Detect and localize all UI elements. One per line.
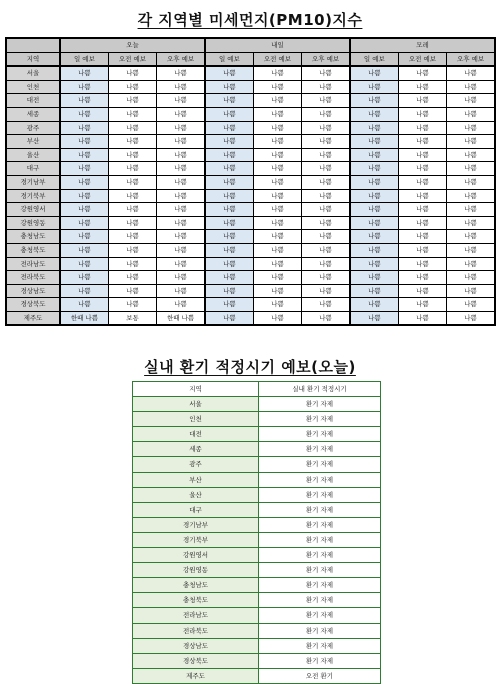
forecast-cell: 나쁨 bbox=[205, 80, 253, 94]
vent-value-cell: 환기 자제 bbox=[259, 593, 381, 608]
forecast-cell: 나쁨 bbox=[157, 80, 205, 94]
forecast-cell: 나쁨 bbox=[108, 80, 156, 94]
forecast-cell: 나쁨 bbox=[350, 311, 398, 325]
forecast-cell: 나쁨 bbox=[108, 298, 156, 312]
region-cell: 대구 bbox=[6, 162, 60, 176]
forecast-cell: 나쁨 bbox=[60, 121, 108, 135]
table-row bbox=[133, 608, 381, 623]
vent-region-cell: 울산 bbox=[133, 487, 259, 502]
table-row bbox=[6, 107, 495, 121]
region-cell: 세종 bbox=[6, 107, 60, 121]
forecast-cell: 나쁨 bbox=[350, 121, 398, 135]
forecast-cell: 나쁨 bbox=[205, 121, 253, 135]
forecast-cell: 나쁨 bbox=[253, 230, 301, 244]
forecast-cell: 나쁨 bbox=[157, 94, 205, 108]
forecast-cell: 나쁨 bbox=[157, 216, 205, 230]
forecast-cell: 나쁨 bbox=[398, 162, 446, 176]
forecast-cell: 나쁨 bbox=[157, 298, 205, 312]
region-cell: 충청남도 bbox=[6, 230, 60, 244]
region-cell: 경상남도 bbox=[6, 284, 60, 298]
forecast-cell: 나쁨 bbox=[205, 107, 253, 121]
slot-header: 오전 예보 bbox=[398, 52, 446, 66]
forecast-cell: 나쁨 bbox=[157, 284, 205, 298]
forecast-cell: 나쁨 bbox=[398, 107, 446, 121]
forecast-cell: 나쁨 bbox=[350, 107, 398, 121]
forecast-cell: 나쁨 bbox=[350, 189, 398, 203]
forecast-cell: 나쁨 bbox=[302, 135, 350, 149]
forecast-cell: 나쁨 bbox=[398, 257, 446, 271]
forecast-cell: 나쁨 bbox=[398, 203, 446, 217]
table-row bbox=[6, 203, 495, 217]
vent-value-cell: 환기 자제 bbox=[259, 442, 381, 457]
forecast-cell: 나쁨 bbox=[157, 135, 205, 149]
forecast-cell: 나쁨 bbox=[302, 298, 350, 312]
forecast-cell: 나쁨 bbox=[398, 216, 446, 230]
forecast-cell: 나쁨 bbox=[302, 243, 350, 257]
forecast-cell: 나쁨 bbox=[398, 94, 446, 108]
table-row bbox=[6, 148, 495, 162]
table-row bbox=[6, 175, 495, 189]
forecast-cell: 나쁨 bbox=[205, 162, 253, 176]
forecast-cell: 나쁨 bbox=[60, 298, 108, 312]
forecast-cell: 나쁨 bbox=[60, 257, 108, 271]
forecast-cell: 나쁨 bbox=[350, 284, 398, 298]
forecast-cell: 나쁨 bbox=[350, 66, 398, 80]
table-row bbox=[6, 271, 495, 285]
vent-value-header: 실내 환기 적정시기 bbox=[259, 382, 381, 397]
day-header-today: 오늘 bbox=[60, 38, 205, 52]
pm10-table bbox=[5, 37, 496, 326]
forecast-cell: 나쁨 bbox=[108, 243, 156, 257]
vent-value-cell: 환기 자제 bbox=[259, 412, 381, 427]
vent-value-cell: 환기 자제 bbox=[259, 472, 381, 487]
table-row bbox=[133, 638, 381, 653]
table-row bbox=[6, 216, 495, 230]
table-row bbox=[6, 80, 495, 94]
forecast-cell: 나쁨 bbox=[157, 189, 205, 203]
forecast-cell: 나쁨 bbox=[157, 271, 205, 285]
slot-header: 일 예보 bbox=[350, 52, 398, 66]
table-row bbox=[6, 298, 495, 312]
table-row bbox=[133, 593, 381, 608]
forecast-cell: 나쁨 bbox=[253, 148, 301, 162]
vent-region-cell: 경기북부 bbox=[133, 532, 259, 547]
vent-region-cell: 강원영동 bbox=[133, 563, 259, 578]
forecast-cell: 나쁨 bbox=[205, 298, 253, 312]
forecast-cell: 나쁨 bbox=[350, 80, 398, 94]
forecast-cell: 나쁨 bbox=[447, 148, 495, 162]
forecast-cell: 나쁨 bbox=[157, 257, 205, 271]
forecast-cell: 나쁨 bbox=[302, 66, 350, 80]
table-row bbox=[133, 502, 381, 517]
forecast-cell: 나쁨 bbox=[60, 203, 108, 217]
vent-region-cell: 충청남도 bbox=[133, 578, 259, 593]
table-row bbox=[6, 311, 495, 325]
forecast-cell: 나쁨 bbox=[60, 94, 108, 108]
forecast-cell: 나쁨 bbox=[447, 94, 495, 108]
forecast-cell: 나쁨 bbox=[60, 284, 108, 298]
forecast-cell: 나쁨 bbox=[447, 243, 495, 257]
forecast-cell: 나쁨 bbox=[60, 135, 108, 149]
forecast-cell: 나쁨 bbox=[205, 216, 253, 230]
region-cell: 충청북도 bbox=[6, 243, 60, 257]
region-cell: 전라남도 bbox=[6, 257, 60, 271]
forecast-cell: 나쁨 bbox=[108, 189, 156, 203]
vent-region-cell: 전라북도 bbox=[133, 623, 259, 638]
vent-value-cell: 환기 자제 bbox=[259, 517, 381, 532]
forecast-cell: 나쁨 bbox=[60, 148, 108, 162]
slot-header: 일 예보 bbox=[60, 52, 108, 66]
forecast-cell: 나쁨 bbox=[108, 271, 156, 285]
forecast-cell: 나쁨 bbox=[302, 175, 350, 189]
forecast-cell: 나쁨 bbox=[447, 257, 495, 271]
forecast-cell: 나쁨 bbox=[398, 284, 446, 298]
forecast-cell: 나쁨 bbox=[350, 94, 398, 108]
forecast-cell: 나쁨 bbox=[302, 162, 350, 176]
forecast-cell: 나쁨 bbox=[398, 189, 446, 203]
forecast-cell: 나쁨 bbox=[302, 216, 350, 230]
ventilation-table bbox=[132, 381, 381, 684]
table-row bbox=[6, 284, 495, 298]
vent-region-cell: 인천 bbox=[133, 412, 259, 427]
table-row bbox=[133, 457, 381, 472]
vent-region-cell: 대구 bbox=[133, 502, 259, 517]
forecast-cell: 나쁨 bbox=[253, 121, 301, 135]
forecast-cell: 나쁨 bbox=[447, 298, 495, 312]
forecast-cell: 나쁨 bbox=[253, 311, 301, 325]
forecast-cell: 나쁨 bbox=[350, 257, 398, 271]
slot-header: 오후 예보 bbox=[447, 52, 495, 66]
forecast-cell: 나쁨 bbox=[108, 230, 156, 244]
forecast-cell: 나쁨 bbox=[447, 175, 495, 189]
forecast-cell: 나쁨 bbox=[350, 135, 398, 149]
forecast-cell: 나쁨 bbox=[60, 189, 108, 203]
table-row bbox=[6, 94, 495, 108]
forecast-cell: 나쁨 bbox=[108, 203, 156, 217]
slot-header: 오후 예보 bbox=[302, 52, 350, 66]
slot-header: 일 예보 bbox=[205, 52, 253, 66]
vent-region-cell: 광주 bbox=[133, 457, 259, 472]
forecast-cell: 나쁨 bbox=[350, 203, 398, 217]
forecast-cell: 나쁨 bbox=[302, 284, 350, 298]
forecast-cell: 나쁨 bbox=[108, 216, 156, 230]
vent-value-cell: 오전 환기 bbox=[259, 668, 381, 683]
forecast-cell: 나쁨 bbox=[398, 121, 446, 135]
forecast-cell: 나쁨 bbox=[302, 257, 350, 271]
forecast-cell: 나쁨 bbox=[350, 162, 398, 176]
table-row bbox=[133, 442, 381, 457]
forecast-cell: 나쁨 bbox=[302, 80, 350, 94]
forecast-cell: 나쁨 bbox=[302, 230, 350, 244]
forecast-cell: 나쁨 bbox=[398, 298, 446, 312]
corner-cell bbox=[6, 38, 60, 52]
forecast-cell: 나쁨 bbox=[108, 94, 156, 108]
forecast-cell: 나쁨 bbox=[253, 243, 301, 257]
table-row bbox=[133, 653, 381, 668]
forecast-cell: 나쁨 bbox=[108, 135, 156, 149]
forecast-cell: 나쁨 bbox=[253, 135, 301, 149]
forecast-cell: 나쁨 bbox=[157, 121, 205, 135]
vent-region-cell: 세종 bbox=[133, 442, 259, 457]
forecast-cell: 나쁨 bbox=[398, 230, 446, 244]
region-cell: 강원영동 bbox=[6, 216, 60, 230]
forecast-cell: 나쁨 bbox=[253, 107, 301, 121]
vent-value-cell: 환기 자제 bbox=[259, 532, 381, 547]
table-row bbox=[133, 412, 381, 427]
table-row bbox=[133, 487, 381, 502]
forecast-cell: 나쁨 bbox=[157, 148, 205, 162]
region-cell: 인천 bbox=[6, 80, 60, 94]
region-cell: 경상북도 bbox=[6, 298, 60, 312]
region-cell: 울산 bbox=[6, 148, 60, 162]
forecast-cell: 나쁨 bbox=[398, 243, 446, 257]
table-row bbox=[133, 548, 381, 563]
forecast-cell: 나쁨 bbox=[205, 271, 253, 285]
vent-value-cell: 환기 자제 bbox=[259, 487, 381, 502]
forecast-cell: 나쁨 bbox=[60, 80, 108, 94]
forecast-cell: 나쁨 bbox=[447, 189, 495, 203]
forecast-cell: 나쁨 bbox=[205, 243, 253, 257]
forecast-cell: 나쁨 bbox=[253, 203, 301, 217]
forecast-cell: 나쁨 bbox=[447, 311, 495, 325]
forecast-cell: 나쁨 bbox=[157, 243, 205, 257]
forecast-cell: 나쁨 bbox=[60, 271, 108, 285]
vent-region-cell: 전라남도 bbox=[133, 608, 259, 623]
vent-value-cell: 환기 자제 bbox=[259, 457, 381, 472]
forecast-cell: 나쁨 bbox=[60, 216, 108, 230]
forecast-cell: 보통 bbox=[108, 311, 156, 325]
forecast-cell: 나쁨 bbox=[205, 257, 253, 271]
forecast-cell: 나쁨 bbox=[398, 271, 446, 285]
vent-value-cell: 환기 자제 bbox=[259, 638, 381, 653]
forecast-cell: 나쁨 bbox=[157, 162, 205, 176]
forecast-cell: 나쁨 bbox=[302, 189, 350, 203]
forecast-cell: 나쁨 bbox=[108, 284, 156, 298]
forecast-cell: 나쁨 bbox=[253, 175, 301, 189]
table-row bbox=[133, 472, 381, 487]
forecast-cell: 나쁨 bbox=[205, 175, 253, 189]
vent-region-cell: 경기남부 bbox=[133, 517, 259, 532]
region-cell: 경기북부 bbox=[6, 189, 60, 203]
table-row bbox=[6, 189, 495, 203]
forecast-cell: 나쁨 bbox=[205, 189, 253, 203]
forecast-cell: 나쁨 bbox=[108, 175, 156, 189]
table-row bbox=[6, 257, 495, 271]
forecast-cell: 나쁨 bbox=[350, 148, 398, 162]
forecast-cell: 나쁨 bbox=[447, 135, 495, 149]
table-row bbox=[133, 427, 381, 442]
forecast-cell: 나쁨 bbox=[253, 284, 301, 298]
forecast-cell: 나쁨 bbox=[108, 66, 156, 80]
day-header-day-after: 모레 bbox=[350, 38, 495, 52]
forecast-cell: 나쁨 bbox=[205, 311, 253, 325]
forecast-cell: 나쁨 bbox=[253, 94, 301, 108]
table-row bbox=[6, 243, 495, 257]
forecast-cell: 나쁨 bbox=[108, 162, 156, 176]
forecast-cell: 나쁨 bbox=[205, 135, 253, 149]
region-cell: 경기남부 bbox=[6, 175, 60, 189]
forecast-cell: 나쁨 bbox=[302, 271, 350, 285]
forecast-cell: 나쁨 bbox=[350, 216, 398, 230]
vent-value-cell: 환기 자제 bbox=[259, 578, 381, 593]
forecast-cell: 나쁨 bbox=[108, 121, 156, 135]
forecast-cell: 나쁨 bbox=[157, 175, 205, 189]
forecast-cell: 나쁨 bbox=[157, 230, 205, 244]
vent-value-cell: 환기 자제 bbox=[259, 548, 381, 563]
forecast-cell: 나쁨 bbox=[398, 135, 446, 149]
slot-header: 오전 예보 bbox=[253, 52, 301, 66]
region-cell: 제주도 bbox=[6, 311, 60, 325]
forecast-cell: 나쁨 bbox=[350, 243, 398, 257]
table-row bbox=[133, 517, 381, 532]
vent-region-cell: 충청북도 bbox=[133, 593, 259, 608]
forecast-cell: 나쁨 bbox=[205, 203, 253, 217]
forecast-cell: 나쁨 bbox=[447, 203, 495, 217]
table-row bbox=[133, 397, 381, 412]
forecast-cell: 나쁨 bbox=[157, 107, 205, 121]
forecast-cell: 나쁨 bbox=[108, 107, 156, 121]
forecast-cell: 나쁨 bbox=[60, 230, 108, 244]
forecast-cell: 나쁨 bbox=[350, 175, 398, 189]
region-cell: 부산 bbox=[6, 135, 60, 149]
region-cell: 강원영서 bbox=[6, 203, 60, 217]
forecast-cell: 나쁨 bbox=[447, 162, 495, 176]
forecast-cell: 나쁨 bbox=[60, 243, 108, 257]
region-cell: 광주 bbox=[6, 121, 60, 135]
vent-value-cell: 환기 자제 bbox=[259, 427, 381, 442]
forecast-cell: 나쁨 bbox=[157, 203, 205, 217]
vent-region-cell: 경상남도 bbox=[133, 638, 259, 653]
vent-value-cell: 환기 자제 bbox=[259, 563, 381, 578]
region-cell: 전라북도 bbox=[6, 271, 60, 285]
forecast-cell: 나쁨 bbox=[447, 80, 495, 94]
table-row bbox=[133, 668, 381, 683]
table-row bbox=[133, 532, 381, 547]
forecast-cell: 나쁨 bbox=[253, 298, 301, 312]
forecast-cell: 나쁨 bbox=[350, 298, 398, 312]
forecast-cell: 나쁨 bbox=[253, 189, 301, 203]
region-header: 지역 bbox=[6, 52, 60, 66]
forecast-cell: 나쁨 bbox=[253, 216, 301, 230]
forecast-cell: 나쁨 bbox=[398, 66, 446, 80]
forecast-cell: 나쁨 bbox=[447, 66, 495, 80]
forecast-cell: 나쁨 bbox=[253, 162, 301, 176]
vent-value-cell: 환기 자제 bbox=[259, 623, 381, 638]
forecast-cell: 나쁨 bbox=[350, 271, 398, 285]
vent-region-cell: 경상북도 bbox=[133, 653, 259, 668]
forecast-cell: 나쁨 bbox=[108, 148, 156, 162]
forecast-cell: 나쁨 bbox=[253, 271, 301, 285]
vent-value-cell: 환기 자제 bbox=[259, 653, 381, 668]
vent-value-cell: 환기 자제 bbox=[259, 608, 381, 623]
vent-value-cell: 환기 자제 bbox=[259, 502, 381, 517]
vent-region-cell: 제주도 bbox=[133, 668, 259, 683]
pm10-title: 각 지역별 미세먼지(PM10)지수 bbox=[137, 11, 363, 29]
forecast-cell: 나쁨 bbox=[205, 94, 253, 108]
table-row bbox=[133, 563, 381, 578]
forecast-cell: 나쁨 bbox=[302, 94, 350, 108]
forecast-cell: 나쁨 bbox=[302, 107, 350, 121]
table-row bbox=[6, 66, 495, 80]
forecast-cell: 나쁨 bbox=[302, 311, 350, 325]
forecast-cell: 나쁨 bbox=[253, 66, 301, 80]
forecast-cell: 한때 나쁨 bbox=[60, 311, 108, 325]
vent-region-header: 지역 bbox=[133, 382, 259, 397]
forecast-cell: 나쁨 bbox=[398, 80, 446, 94]
forecast-cell: 나쁨 bbox=[398, 175, 446, 189]
forecast-cell: 나쁨 bbox=[60, 66, 108, 80]
table-row bbox=[6, 162, 495, 176]
forecast-cell: 한때 나쁨 bbox=[157, 311, 205, 325]
forecast-cell: 나쁨 bbox=[157, 66, 205, 80]
ventilation-title: 실내 환기 적정시기 예보(오늘) bbox=[144, 358, 356, 376]
table-row bbox=[133, 578, 381, 593]
vent-region-cell: 대전 bbox=[133, 427, 259, 442]
region-cell: 대전 bbox=[6, 94, 60, 108]
forecast-cell: 나쁨 bbox=[447, 107, 495, 121]
forecast-cell: 나쁨 bbox=[205, 148, 253, 162]
forecast-cell: 나쁨 bbox=[108, 257, 156, 271]
forecast-cell: 나쁨 bbox=[350, 230, 398, 244]
vent-region-cell: 서울 bbox=[133, 397, 259, 412]
forecast-cell: 나쁨 bbox=[302, 203, 350, 217]
table-row bbox=[6, 121, 495, 135]
forecast-cell: 나쁨 bbox=[447, 216, 495, 230]
vent-value-cell: 환기 자제 bbox=[259, 397, 381, 412]
forecast-cell: 나쁨 bbox=[398, 311, 446, 325]
table-row bbox=[6, 135, 495, 149]
table-row bbox=[133, 623, 381, 638]
forecast-cell: 나쁨 bbox=[447, 230, 495, 244]
forecast-cell: 나쁨 bbox=[253, 257, 301, 271]
forecast-cell: 나쁨 bbox=[60, 162, 108, 176]
forecast-cell: 나쁨 bbox=[447, 121, 495, 135]
forecast-cell: 나쁨 bbox=[253, 80, 301, 94]
forecast-cell: 나쁨 bbox=[398, 148, 446, 162]
slot-header: 오전 예보 bbox=[108, 52, 156, 66]
region-cell: 서울 bbox=[6, 66, 60, 80]
day-header-tomorrow: 내일 bbox=[205, 38, 350, 52]
forecast-cell: 나쁨 bbox=[205, 66, 253, 80]
forecast-cell: 나쁨 bbox=[447, 284, 495, 298]
forecast-cell: 나쁨 bbox=[302, 121, 350, 135]
forecast-cell: 나쁨 bbox=[302, 148, 350, 162]
forecast-cell: 나쁨 bbox=[205, 230, 253, 244]
slot-header: 오후 예보 bbox=[157, 52, 205, 66]
vent-region-cell: 부산 bbox=[133, 472, 259, 487]
forecast-cell: 나쁨 bbox=[447, 271, 495, 285]
table-row bbox=[6, 230, 495, 244]
forecast-cell: 나쁨 bbox=[60, 175, 108, 189]
forecast-cell: 나쁨 bbox=[60, 107, 108, 121]
vent-region-cell: 강원영서 bbox=[133, 548, 259, 563]
forecast-cell: 나쁨 bbox=[205, 284, 253, 298]
